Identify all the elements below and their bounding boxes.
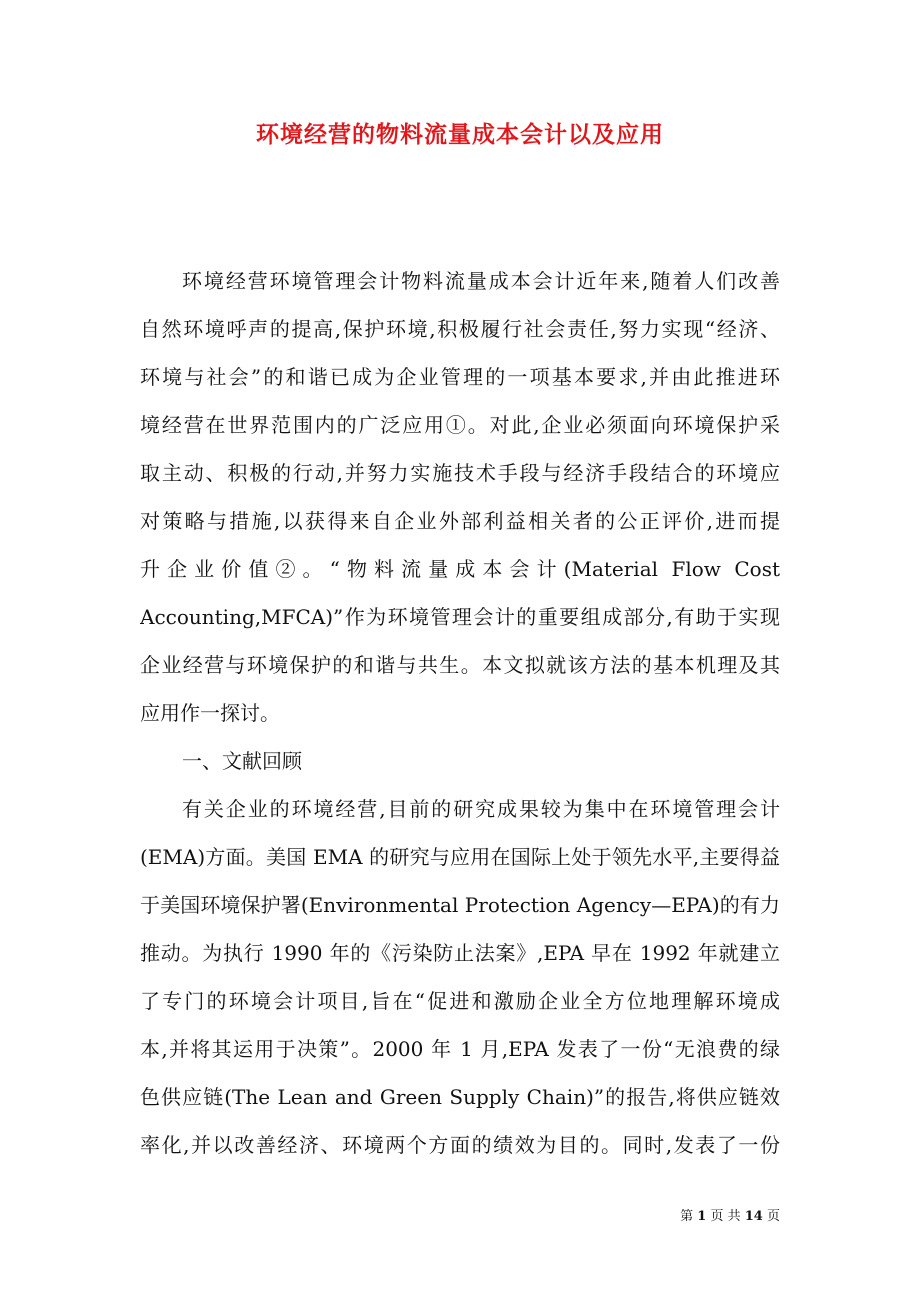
paragraph-1-line-5: 取主动、积极的行动,并努力实施技术手段与经济手段结合的环境应 — [140, 461, 780, 485]
paragraph-1-line-9: 企业经营与环境保护的和谐与共生。本文拟就该方法的基本机理及其 — [140, 653, 780, 677]
paragraph-1-line-1: 环境经营环境管理会计物料流量成本会计近年来,随着人们改善 — [182, 269, 780, 293]
document-title: 环境经营的物料流量成本会计以及应用 — [256, 121, 664, 148]
section-heading-literature-review: 一、文献回顾 — [182, 749, 302, 773]
paragraph-1-line-8: Accounting,MFCA)”作为环境管理会计的重要组成部分,有助于实现 — [140, 605, 780, 629]
paragraph-2-line-7: 色供应链(The Lean and Green Supply Chain)”的报告,将供应链效 — [140, 1085, 780, 1109]
paragraph-1-line-7: 升企业价值②。“物料流量成本会计(Material Flow Cost — [140, 557, 780, 581]
paragraph-2-line-5: 了专门的环境会计项目,旨在“促进和激励企业全方位地理解环境成 — [140, 989, 780, 1013]
paragraph-1-line-2: 自然环境呼声的提高,保护环境,积极履行社会责任,努力实现“经济、 — [140, 317, 780, 341]
paragraph-1-line-3: 环境与社会”的和谐已成为企业管理的一项基本要求,并由此推进环 — [140, 365, 780, 389]
paragraph-2-line-4: 推动。为执行 1990 年的《污染防止法案》,EPA 早在 1992 年就建立 — [140, 941, 780, 965]
paragraph-2-line-6: 本,并将其运用于决策”。2000 年 1 月,EPA 发表了一份“无浪费的绿 — [140, 1037, 780, 1061]
footer-total-pages: 14 — [744, 1209, 763, 1224]
footer-prefix: 第 — [680, 1209, 694, 1224]
paragraph-1-line-6: 对策略与措施,以获得来自企业外部利益相关者的公正评价,进而提 — [140, 509, 780, 533]
paragraph-2-line-8: 率化,并以改善经济、环境两个方面的绩效为目的。同时,发表了一份 — [140, 1133, 780, 1157]
paragraph-1-line-4: 境经营在世界范围内的广泛应用①。对此,企业必须面向环境保护采 — [140, 413, 780, 437]
footer-middle: 页 共 — [710, 1209, 741, 1224]
paragraph-2-line-1: 有关企业的环境经营,目前的研究成果较为集中在环境管理会计 — [182, 797, 780, 821]
page-footer — [0, 1205, 780, 1224]
footer-current-page: 1 — [697, 1209, 707, 1224]
paragraph-2-line-2: (EMA)方面。美国 EMA 的研究与应用在国际上处于领先水平,主要得益 — [140, 845, 780, 869]
footer-suffix: 页 — [766, 1209, 780, 1224]
paragraph-2-line-3: 于美国环境保护署(Environmental Protection Agency—EPA)的有力 — [140, 893, 780, 917]
paragraph-1-line-10: 应用作一探讨。 — [140, 701, 280, 725]
